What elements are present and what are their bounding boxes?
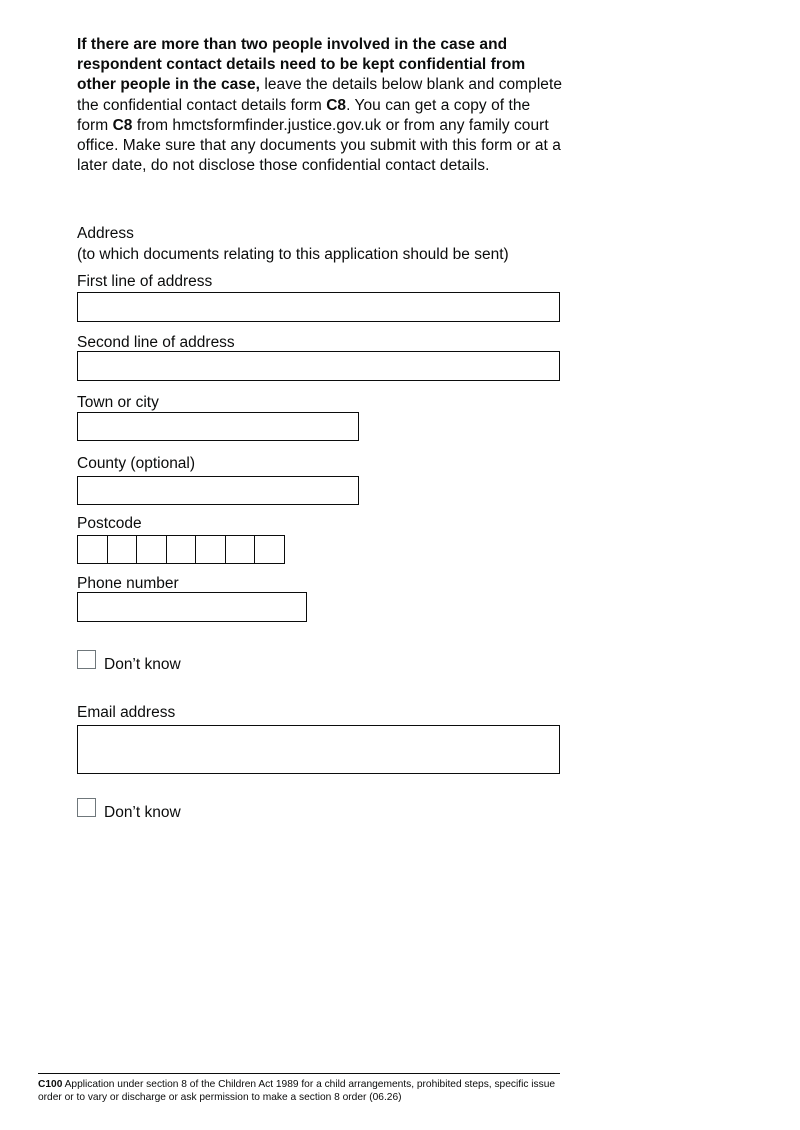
footer-form-code: C100: [38, 1079, 63, 1090]
postcode-cell-5[interactable]: [195, 535, 226, 564]
confidential-contact-section: [77, 35, 562, 176]
county-label: County (optional): [77, 455, 196, 472]
instruction-text-2: . You can get a copy of the form: [77, 96, 531, 134]
postcode-cell-4[interactable]: [166, 535, 197, 564]
address-subheading: (to which documents relating to this application should be sent): [77, 246, 509, 263]
phone-dont-know-label: Don’t know: [104, 656, 181, 673]
email-dont-know-checkbox[interactable]: [77, 798, 96, 817]
form-reference-c8-second: C8: [112, 116, 133, 134]
postcode-cell-3[interactable]: [136, 535, 167, 564]
postcode-cell-1[interactable]: [77, 535, 108, 564]
address-line2-label: Second line of address: [77, 334, 235, 351]
town-field[interactable]: [77, 412, 359, 441]
phone-field[interactable]: [77, 592, 307, 622]
footer-form-title: Application under section 8 of the Children Act 1989 for a child arrangements, prohibited steps, specific issue order or to vary or discharge or ask permission to make a section 8 order (06.26): [38, 1079, 556, 1104]
address-heading: Address: [77, 225, 134, 242]
town-label: Town or city: [77, 394, 159, 411]
page-footer: [38, 1078, 578, 1105]
postcode-cell-6[interactable]: [225, 535, 256, 564]
form-reference-c8: C8: [326, 96, 347, 114]
confidentiality-warning: If there are more than two people involved in the case and respondent contact details need to be kept confidential from other people in the case,: [77, 36, 526, 94]
phone-dont-know-checkbox[interactable]: [77, 650, 96, 669]
address-line1-field[interactable]: [77, 292, 560, 322]
footer-divider: [38, 1073, 560, 1074]
instruction-text-1: leave the details below blank and complete the confidential contact details form: [77, 76, 563, 114]
email-label: Email address: [77, 704, 176, 721]
address-line2-field[interactable]: [77, 351, 560, 381]
phone-label: Phone number: [77, 575, 179, 592]
email-field[interactable]: [77, 725, 560, 774]
postcode-field[interactable]: [77, 535, 285, 564]
address-line1-label: First line of address: [77, 273, 213, 290]
postcode-cell-2[interactable]: [107, 535, 138, 564]
confidentiality-instructions: [77, 35, 562, 176]
county-field[interactable]: [77, 476, 359, 505]
email-dont-know-label: Don’t know: [104, 804, 181, 821]
postcode-cell-7[interactable]: [254, 535, 285, 564]
postcode-label: Postcode: [77, 515, 142, 532]
instruction-text-3: from hmctsformfinder.justice.gov.uk or from any family court office. Make sure that any documents you submit with this form or at a later date, do not disclose those confidential contact details.: [77, 116, 561, 175]
